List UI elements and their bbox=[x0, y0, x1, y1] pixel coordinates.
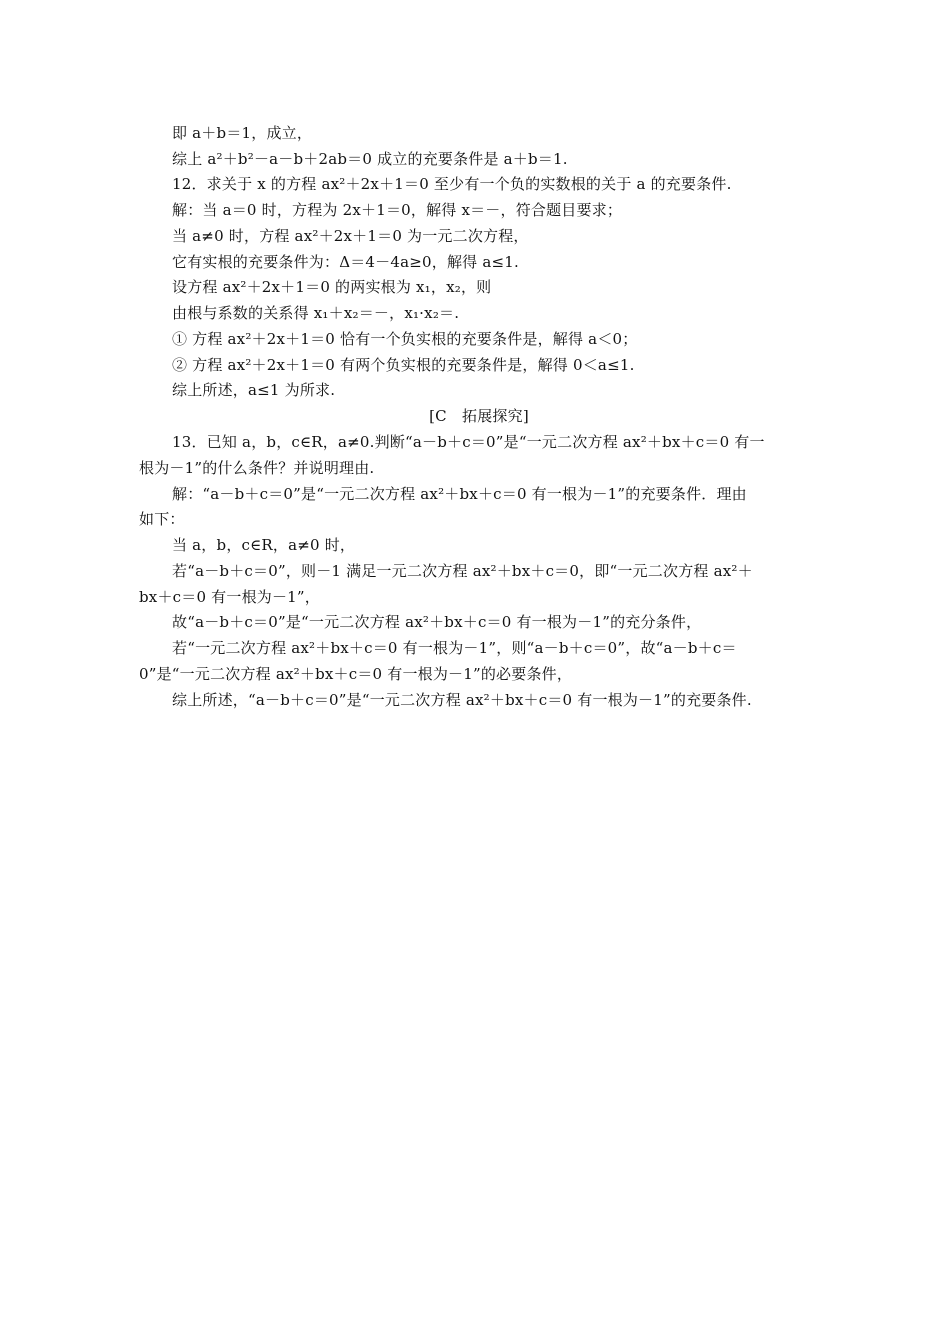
text-line: 当 a≠0 时，方程 ax²＋2x＋1＝0 为一元二次方程， bbox=[172, 227, 529, 245]
text-line: 当 a，b，c∈R，a≠0 时， bbox=[172, 536, 356, 554]
text-line: ① 方程 ax²＋2x＋1＝0 恰有一个负实根的充要条件是，解得 a＜0； bbox=[172, 330, 638, 348]
text-line: 0”是“一元二次方程 ax²＋bx＋c＝0 有一根为－1”的必要条件， bbox=[139, 665, 573, 683]
section-heading: [C 拓展探究] bbox=[429, 407, 529, 425]
problem-12-statement: 12．求关于 x 的方程 ax²＋2x＋1＝0 至少有一个负的实数根的关于 a 的充要条件. bbox=[172, 175, 732, 193]
text-line: 解：当 a＝0 时，方程为 2x＋1＝0，解得 x＝－，符合题目要求； bbox=[172, 201, 623, 219]
text-line: 解：“a－b＋c＝0”是“一元二次方程 ax²＋bx＋c＝0 有一根为－1”的充要条件．理由 bbox=[172, 485, 747, 503]
text-line: 即 a＋b＝1，成立， bbox=[172, 124, 313, 142]
text-line: 综上 a²＋b²－a－b＋2ab＝0 成立的充要条件是 a＋b＝1. bbox=[172, 150, 568, 168]
text-line: ② 方程 ax²＋2x＋1＝0 有两个负实根的充要条件是，解得 0＜a≤1. bbox=[172, 356, 635, 374]
text-line: 设方程 ax²＋2x＋1＝0 的两实根为 x₁，x₂，则 bbox=[172, 278, 492, 296]
text-line: bx＋c＝0 有一根为－1”， bbox=[139, 588, 320, 606]
text-line: 由根与系数的关系得 x₁＋x₂＝－，x₁·x₂＝. bbox=[172, 304, 460, 322]
text-line: 若“a－b＋c＝0”，则－1 满足一元二次方程 ax²＋bx＋c＝0，即“一元二次方程 ax²＋ bbox=[172, 562, 753, 580]
text-line: 综上所述，“a－b＋c＝0”是“一元二次方程 ax²＋bx＋c＝0 有一根为－1”的充要条件. bbox=[172, 691, 752, 709]
text-line: 它有实根的充要条件为：Δ＝4－4a≥0，解得 a≤1. bbox=[172, 253, 519, 271]
text-line: 如下： bbox=[139, 510, 185, 528]
text-line: 综上所述，a≤1 为所求. bbox=[172, 381, 336, 399]
text-line: 故“a－b＋c＝0”是“一元二次方程 ax²＋bx＋c＝0 有一根为－1”的充分条件， bbox=[172, 613, 702, 631]
problem-13-statement: 13．已知 a，b，c∈R，a≠0.判断“a－b＋c＝0”是“一元二次方程 ax²＋bx＋c＝0 有一 bbox=[172, 433, 765, 451]
text-line: 若“一元二次方程 ax²＋bx＋c＝0 有一根为－1”，则“a－b＋c＝0”，故“a－b＋c＝ bbox=[172, 639, 737, 657]
text-line: 根为－1”的什么条件？并说明理由. bbox=[139, 459, 375, 477]
